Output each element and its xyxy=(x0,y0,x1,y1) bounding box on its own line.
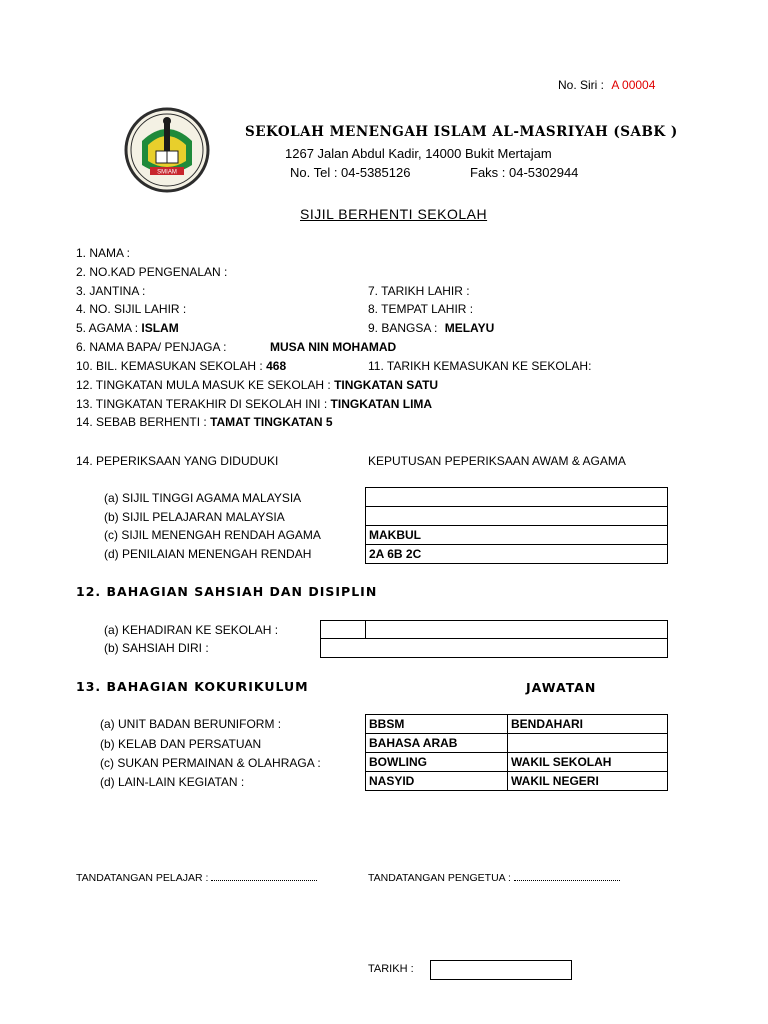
koku-label: (d) LAIN-LAIN KEGIATAN : xyxy=(100,775,245,789)
field-sijil-lahir: 4. NO. SIJIL LAHIR : xyxy=(76,302,187,316)
sahsiah-label: (a) KEHADIRAN KE SEKOLAH : xyxy=(104,623,279,637)
field-jantina: 3. JANTINA : xyxy=(76,284,146,298)
field-bapa-value: MUSA NIN MOHAMAD xyxy=(270,340,397,354)
agama-label: 5. AGAMA : xyxy=(76,321,139,335)
koku-unit-cell[interactable]: BOWLING xyxy=(365,752,508,772)
koku-label: (b) KELAB DAN PERSATUAN xyxy=(100,737,262,751)
exam-heading-right: KEPUTUSAN PEPERIKSAAN AWAM & AGAMA xyxy=(368,454,626,468)
field-tempat-lahir: 8. TEMPAT LAHIR : xyxy=(368,302,474,316)
school-logo xyxy=(124,107,210,193)
sebab-value: TAMAT TINGKATAN 5 xyxy=(210,415,333,429)
tingkatan-akhir-label: 13. TINGKATAN TERAKHIR DI SEKOLAH INI : xyxy=(76,397,328,411)
koku-heading: 13. BAHAGIAN KOKURIKULUM xyxy=(76,679,309,694)
kemasukan-value: 468 xyxy=(266,359,287,373)
school-fax: Faks : 04-5302944 xyxy=(470,165,579,180)
kemasukan-label: 10. BIL. KEMASUKAN SEKOLAH : xyxy=(76,359,263,373)
field-tarikh-kemasukan: 11. TARIKH KEMASUKAN KE SEKOLAH: xyxy=(368,359,592,373)
agama-value: ISLAM xyxy=(141,321,179,335)
signature-pelajar xyxy=(76,871,317,884)
koku-jawatan-cell[interactable] xyxy=(507,733,668,753)
bangsa-value: MELAYU xyxy=(444,321,495,335)
koku-jawatan-cell[interactable]: WAKIL NEGERI xyxy=(507,771,668,791)
koku-unit-cell[interactable]: BAHASA ARAB xyxy=(365,733,508,753)
field-agama xyxy=(76,321,179,335)
exam-label: (a) SIJIL TINGGI AGAMA MALAYSIA xyxy=(104,491,302,505)
koku-jawatan-cell[interactable]: WAKIL SEKOLAH xyxy=(507,752,668,772)
exam-result-cell[interactable]: 2A 6B 2C xyxy=(365,544,668,564)
logo-banner-text: SMIAM xyxy=(157,169,177,176)
jawatan-heading: JAWATAN xyxy=(526,680,597,695)
koku-unit-cell[interactable]: NASYID xyxy=(365,771,508,791)
tarikh-label: TARIKH : xyxy=(368,963,414,975)
signature-pengetua-line[interactable] xyxy=(514,871,620,881)
exam-label: (c) SIJIL MENENGAH RENDAH AGAMA xyxy=(104,528,321,542)
exam-heading-left: 14. PEPERIKSAAN YANG DIDUDUKI xyxy=(76,454,279,468)
serial-value: A 00004 xyxy=(611,78,656,92)
exam-label: (d) PENILAIAN MENENGAH RENDAH xyxy=(104,547,312,561)
serial-number xyxy=(558,78,655,92)
tingkatan-akhir-value: TINGKATAN LIMA xyxy=(330,397,433,411)
school-name: SEKOLAH MENENGAH ISLAM AL-MASRIYAH (SABK ) xyxy=(245,124,678,140)
field-tingkatan-mula xyxy=(76,378,438,392)
kehadiran-cell[interactable] xyxy=(365,620,668,639)
field-bapa-label: 6. NAMA BAPA/ PENJAGA : xyxy=(76,340,227,354)
field-nama: 1. NAMA : xyxy=(76,246,131,260)
field-sebab xyxy=(76,415,333,429)
signature-pelajar-line[interactable] xyxy=(211,871,317,881)
kehadiran-cell-small[interactable] xyxy=(320,620,366,639)
koku-jawatan-cell[interactable]: BENDAHARI xyxy=(507,714,668,734)
koku-label: (a) UNIT BADAN BERUNIFORM : xyxy=(100,717,282,731)
sahsiah-cell[interactable] xyxy=(320,638,668,658)
sebab-label: 14. SEBAB BERHENTI : xyxy=(76,415,207,429)
sahsiah-heading: 12. BAHAGIAN SAHSIAH DAN DISIPLIN xyxy=(76,584,378,599)
tingkatan-mula-value: TINGKATAN SATU xyxy=(334,378,439,392)
field-tingkatan-akhir xyxy=(76,397,432,411)
signature-pelajar-label: TANDATANGAN PELAJAR : xyxy=(76,872,209,884)
field-kemasukan xyxy=(76,359,286,373)
exam-result-cell[interactable] xyxy=(365,487,668,507)
field-bangsa xyxy=(368,321,494,335)
bangsa-label: 9. BANGSA : xyxy=(368,321,438,335)
koku-label: (c) SUKAN PERMAINAN & OLAHRAGA : xyxy=(100,756,321,770)
tarikh-box[interactable] xyxy=(430,960,572,980)
serial-label: No. Siri : xyxy=(558,78,605,92)
exam-result-cell[interactable] xyxy=(365,506,668,526)
certificate-title: SIJIL BERHENTI SEKOLAH xyxy=(300,206,488,222)
school-address: 1267 Jalan Abdul Kadir, 14000 Bukit Mertajam xyxy=(285,146,552,161)
signature-pengetua-label: TANDATANGAN PENGETUA : xyxy=(368,872,511,884)
signature-pengetua xyxy=(368,871,620,884)
tingkatan-mula-label: 12. TINGKATAN MULA MASUK KE SEKOLAH : xyxy=(76,378,331,392)
field-ic: 2. NO.KAD PENGENALAN : xyxy=(76,265,228,279)
exam-label: (b) SIJIL PELAJARAN MALAYSIA xyxy=(104,510,285,524)
exam-result-cell[interactable]: MAKBUL xyxy=(365,525,668,545)
koku-unit-cell[interactable]: BBSM xyxy=(365,714,508,734)
sahsiah-label: (b) SAHSIAH DIRI : xyxy=(104,641,209,655)
school-tel: No. Tel : 04-5385126 xyxy=(290,165,411,180)
field-tarikh-lahir: 7. TARIKH LAHIR : xyxy=(368,284,470,298)
